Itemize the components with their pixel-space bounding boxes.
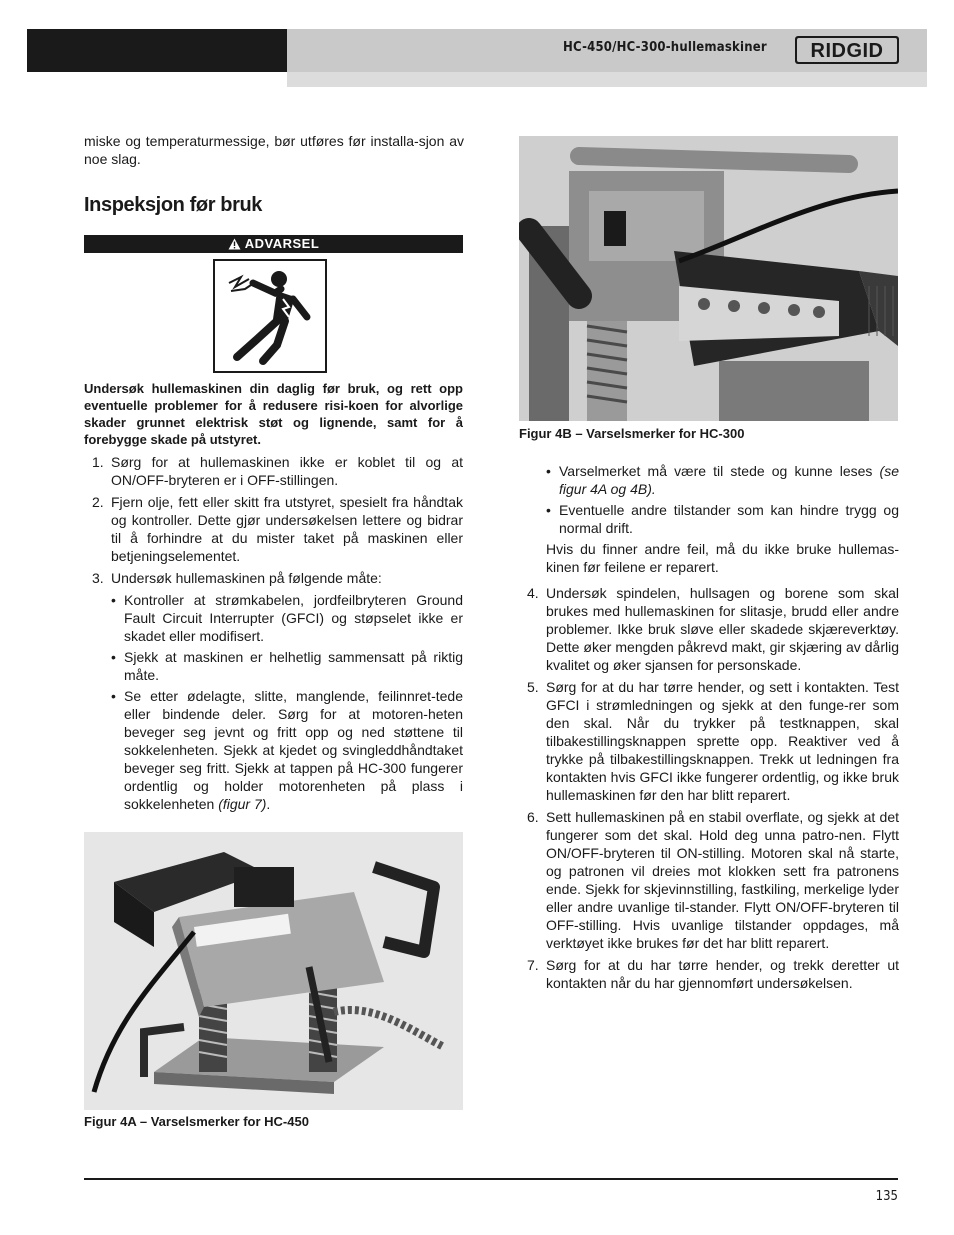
warning-label: ADVARSEL xyxy=(244,236,320,251)
step-2 xyxy=(84,493,463,565)
step-text: Fjern olje, fett eller skitt fra utstyret, spesielt fra håndtak og kontroller. Dette gjør undersøkelsen lettere og bidrar til å forhindre at du mister taket på maskinen eller betjeningselementet. xyxy=(111,494,463,564)
step-6 xyxy=(519,808,899,952)
svg-text:RIDGID: RIDGID xyxy=(810,40,884,62)
warning-triangle-icon xyxy=(228,238,241,250)
warning-banner xyxy=(84,235,463,253)
left-steps xyxy=(84,453,463,816)
figure-4a-photo xyxy=(84,832,463,1110)
electric-shock-icon xyxy=(213,259,327,373)
figure-4b-caption: Figur 4B – Varselsmerker for HC-300 xyxy=(519,426,745,441)
step-text: Sett hullemaskinen på en stabil overflate, og sjekk at det fungerer som det skal. Hold deg unna patro-nen. Flytt ON/OFF-bryteren til ON-stilling. Motoren skal nå starte, og patronen vil dreies mot klokken sett fra patronens ende. Sjekk for skjevinnstilling, fastkiling, merkelige lyder eller andre uvanlige til-stander. Flytt ON/OFF-bryteren til OFF-stilling. Hvis uvanlige tilstander oppdages, må verktøyet ikke brukes før det har blitt reparert. xyxy=(546,809,899,951)
step-number: 6. xyxy=(527,809,539,825)
header-title: HC-450/HC-300-hullemaskiner xyxy=(563,40,767,55)
bullet-text: Se etter ødelagte, slitte, manglende, feilinnret-tede eller bindende deler. Sørg for at motoren-heten beveger seg jevnt og fritt opp og ned støttene til sokkelenheten. Sjekk at kjedet og svingleddhåndtaket beveger seg fritt. Sjekk at tappen på HC-300 fungerer ordentlig og holder motorenheten på plass i sokkelenheten xyxy=(124,688,463,812)
bullet-text: Kontroller at strømkabelen, jordfeilbryteren Ground Fault Circuit Interrupter (GFCI) og støpselet ikke er skadet eller modifisert. xyxy=(124,592,463,644)
step-number: 2. xyxy=(92,494,104,510)
intro-paragraph: miske og temperaturmessige, bør utføres før installa-sjon av noe slag. xyxy=(84,133,464,167)
bullet-text: Sjekk at maskinen er helhetlig sammensatt på riktig måte. xyxy=(124,649,463,683)
figure-reference: (se figur 4A og 4B). xyxy=(559,463,899,497)
page-number: 135 xyxy=(875,1189,898,1204)
step-text: Undersøk spindelen, hullsagen og borene som skal brukes med hullemaskinen for slitasje, brudd eller andre problemer. Ikke bruk sløve eller skadede skjæreverktøy. Dette øker mengden påkrevd makt, gir skjæring av dårlig kvalitet og øker sjansen for personskade. xyxy=(546,585,899,673)
ridgid-logo xyxy=(795,36,899,64)
step-3 xyxy=(84,569,463,587)
header-shadow-band xyxy=(287,72,927,87)
footer-rule xyxy=(84,1178,898,1180)
warning-text: Undersøk hullemaskinen din daglig før bruk, og rett opp eventuelle problemer for å redusere risi-koen for alvorlige skader grunnet elektrisk støt og lignende, samt for å forebygge skade på utstyret. xyxy=(84,381,463,447)
left-intro xyxy=(84,132,464,168)
step-text: Sørg for at du har tørre hender, og sett i kontakten. Test GFCI i strømledningen og sjekk at den funge-rer som den skal. Når du trykker på testknappen, skal tilbakestillingsknappen sprette opp. Reaktiver ved å trykke på tilbakestillingsknappen. Trekk ut ledningen fra kontakten hvis GFCI ikke fungerer ordentlig, og ikke bruk hullemaskinen før den har blitt reparert. xyxy=(546,679,899,803)
step-3-bullets xyxy=(111,591,463,813)
step-text: Sørg for at hullemaskinen ikke er koblet til og at ON/OFF-bryteren er i OFF-stillingen. xyxy=(111,454,463,488)
step-text: Undersøk hullemaskinen på følgende måte: xyxy=(111,570,382,586)
bullet-text: Eventuelle andre tilstander som kan hindre trygg og normal drift. xyxy=(559,502,899,536)
step-5 xyxy=(519,678,899,804)
bullet-item: • Se etter ødelagte, slitte, manglende, feilinnret-tede eller bindende deler. Sørg for at motoren-heten beveger seg jevnt og fritt opp og ned støttene til sokkelenheten. Sjekk at kjedet og svingleddhåndtaket beveger seg fritt. Sjekk at tappen på HC-300 fungerer ordentlig og holder motorenheten på plass i sokkelenheten (figur 7). xyxy=(111,688,463,812)
figure-4a-caption: Figur 4A – Varselsmerker for HC-450 xyxy=(84,1114,309,1129)
bullet-item: • Eventuelle andre tilstander som kan hindre trygg og normal drift. xyxy=(546,502,899,536)
figure-4b-photo xyxy=(519,136,898,421)
step-number: 7. xyxy=(527,957,539,973)
step-number: 1. xyxy=(92,454,104,470)
bullet-text: Varselmerket må være til stede og kunne leses xyxy=(559,463,880,479)
step-1 xyxy=(84,453,463,489)
step-number: 5. xyxy=(527,679,539,695)
figure-reference: (figur 7) xyxy=(218,796,267,812)
after-bullets-text: Hvis du finner andre feil, må du ikke bruke hullemas-kinen før feilene er reparert. xyxy=(546,541,899,575)
bullet-item: • Varselmerket må være til stede og kunne leses (se figur 4A og 4B). xyxy=(546,463,899,497)
bullet-item: • Sjekk at maskinen er helhetlig sammensatt på riktig måte. xyxy=(111,649,463,683)
right-column xyxy=(519,462,899,996)
section-heading: Inspeksjon før bruk xyxy=(84,194,262,216)
step-4 xyxy=(519,584,899,674)
header-black-band xyxy=(27,29,287,72)
step-number: 3. xyxy=(92,570,104,586)
bullet-item: • Kontroller at strømkabelen, jordfeilbryteren Ground Fault Circuit Interrupter (GFCI) og støpselet ikke er skadet eller modifisert. xyxy=(111,592,463,644)
step-7 xyxy=(519,956,899,992)
step-text: Sørg for at du har tørre hender, og trekk deretter ut kontakten når du har gjennomført undersøkelsen. xyxy=(546,957,899,991)
step-number: 4. xyxy=(527,585,539,601)
right-bullets xyxy=(546,462,899,537)
